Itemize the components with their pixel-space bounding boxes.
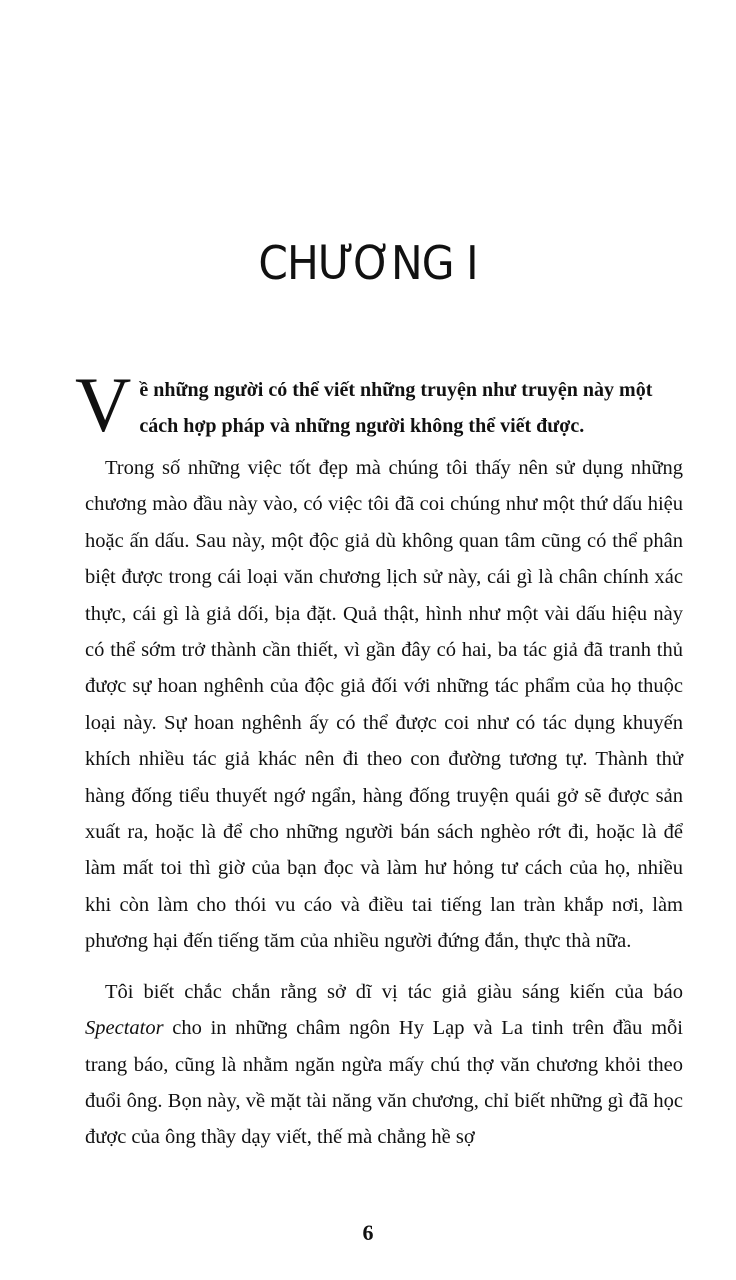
paragraph-2-start: Tôi biết chắc chắn rằng sở dĩ vị tác giả giàu sáng kiến của báo — [105, 980, 683, 1003]
chapter-title: CHƯƠNG I — [258, 235, 478, 290]
chapter-lead — [75, 361, 683, 448]
chapter-body — [75, 361, 684, 1156]
paragraph-1: Trong số những việc tốt đẹp mà chúng tôi thấy nên sử dụng những chương mào đầu này vào, có việc tôi đã coi chúng như một thứ dấu hiệu hoặc ấn dấu. Sau này, một độc giả dù không quan tâm cũng có thể phân biệt được trong cái loại văn chương lịch sử này, cái gì là chân chính xác thực, cái gì là giả dối, bịa đặt. Quả thật, hình như một vài dấu hiệu này có thể sớm trở thành cần thiết, vì gần đây có hai, ba tác giả đã tranh thủ được sự hoan nghênh của độc giả đối với những tác phẩm của họ thuộc loại này. Sự hoan nghênh ấy có thể được coi như có tác dụng khuyến khích nhiều tác giả khác nên đi theo con đường tương tự. Thành thử hàng đống tiểu thuyết ngớ ngẩn, hàng đống truyện quái gở sẽ được sản xuất ra, hoặc là để cho những người bán sách nghèo rớt đi, hoặc là để làm mất toi thì giờ của bạn đọc và làm hư hỏng tư cách của họ, nhiều khi còn làm cho thói vu cáo và điều tai tiếng lan tràn khắp nơi, làm phương hại đến tiếng tăm của nhiều người đứng đắn, thực thà nữa. — [85, 457, 683, 953]
paragraph-2 — [85, 974, 683, 1156]
paragraph-2-rest: cho in những châm ngôn Hy Lạp và La tinh trên đầu mỗi trang báo, cũng là nhằm ngăn ngừa mấy chú thợ văn chương khỏi theo đuổi ông. Bọn này, về mặt tài năng văn chương, chỉ biết những gì đã học được của ông thầy dạy viết, thế mà chẳng hề sợ — [85, 1017, 684, 1149]
publication-title: Spectator — [85, 1017, 164, 1040]
drop-cap: V — [75, 361, 132, 448]
page-number: 6 — [362, 1220, 374, 1245]
lead-text: ề những người có thể viết những truyện như truyện này một cách hợp pháp và những người không thể viết được. — [139, 379, 653, 437]
